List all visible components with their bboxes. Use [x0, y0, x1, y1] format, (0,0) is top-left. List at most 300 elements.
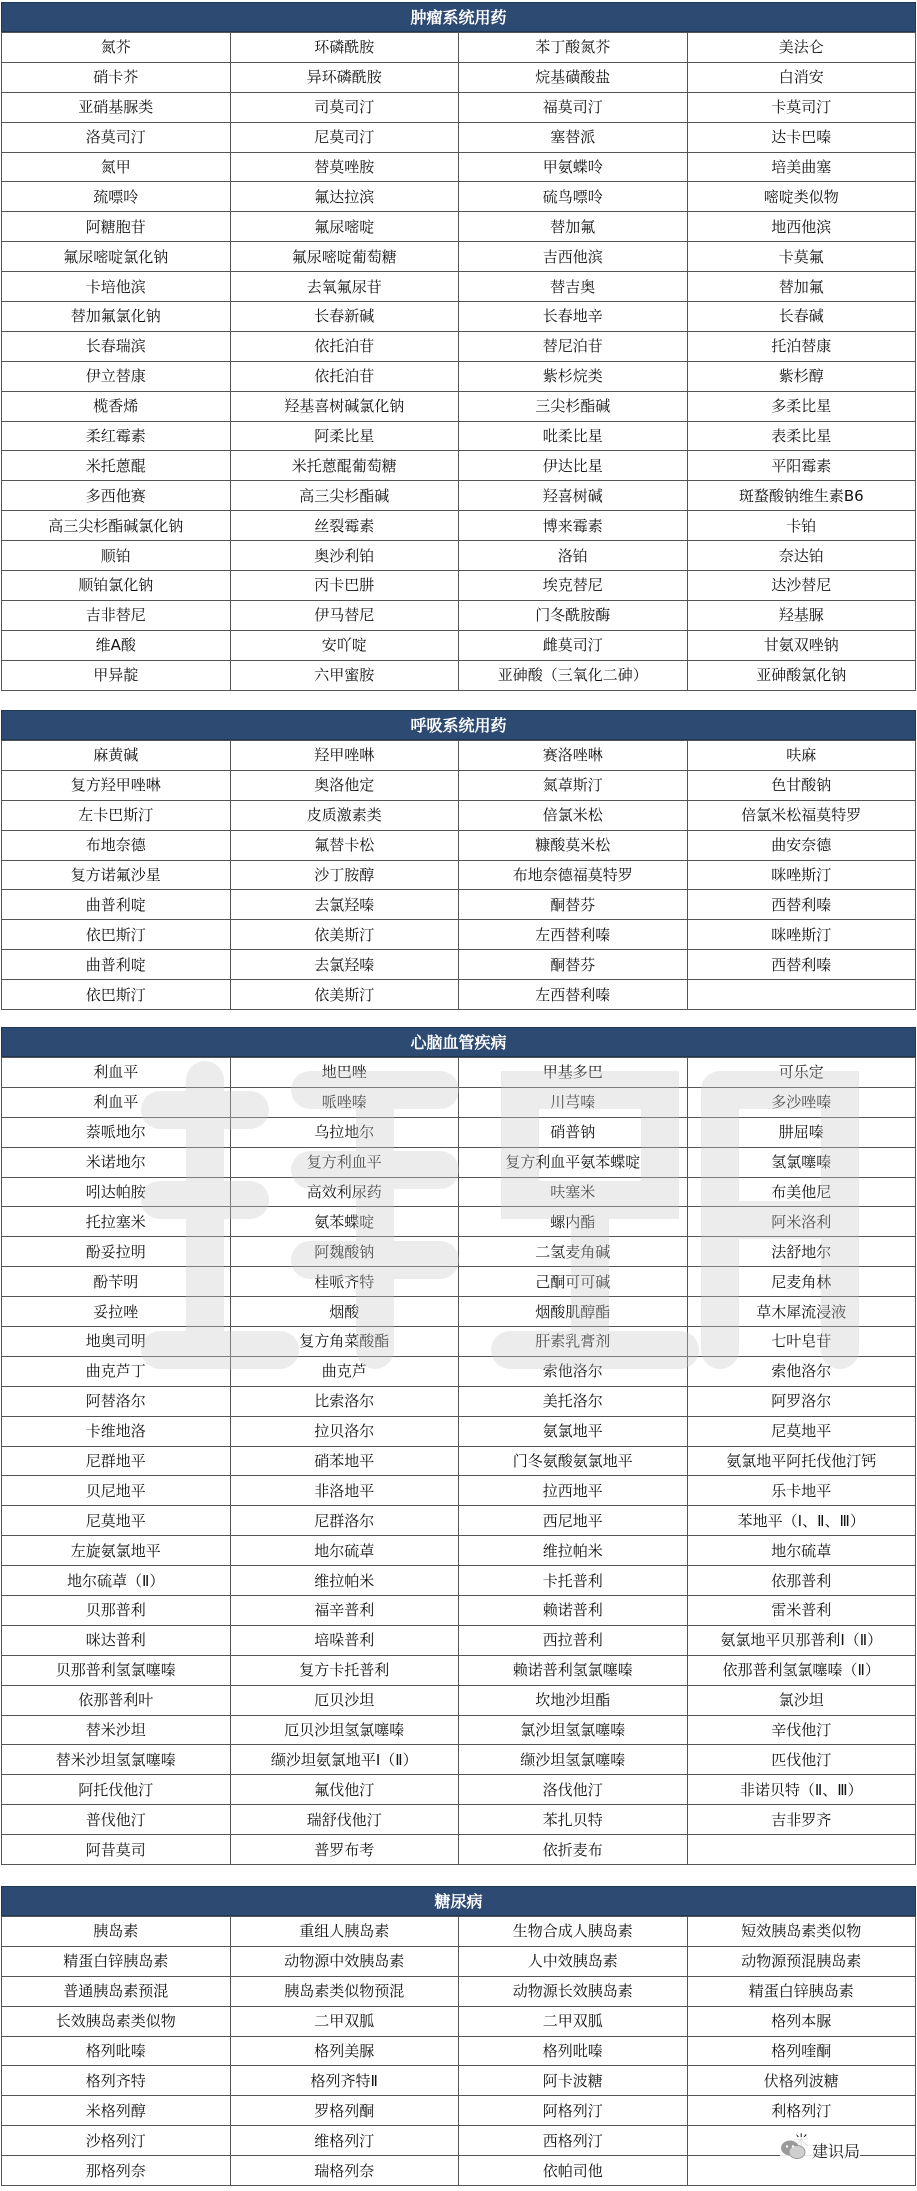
table-cell: 依托泊苷 [230, 331, 459, 361]
table-cell: 格列本脲 [687, 2006, 916, 2036]
table-cell: 乐卡地平 [687, 1476, 916, 1506]
table-cell: 复方角菜酸酯 [230, 1327, 459, 1357]
table-cell: 六甲蜜胺 [230, 660, 459, 690]
table-cell: 动物源预混胰岛素 [687, 1946, 916, 1976]
table-cell: 洛伐他汀 [459, 1775, 688, 1805]
table-cell: 氯沙坦氢氯噻嗪 [459, 1715, 688, 1745]
table-row [2, 830, 916, 860]
table-cell: 安吖啶 [230, 630, 459, 660]
table-cell: 非诺贝特（Ⅱ、Ⅲ） [687, 1775, 916, 1805]
table-row [2, 1267, 916, 1297]
table-cell: 紫杉烷类 [459, 361, 688, 391]
table-cell: 阿格列汀 [459, 2096, 688, 2126]
table-cell: 甲基多巴 [459, 1058, 688, 1088]
section-header: 肿瘤系统用药 [1, 2, 916, 32]
table-cell [687, 1835, 916, 1865]
table-cell [687, 980, 916, 1010]
table-cell: 地西他滨 [687, 212, 916, 242]
table-cell: 西格列汀 [459, 2126, 688, 2156]
table-cell: 格列齐特Ⅱ [230, 2066, 459, 2096]
table-row [2, 2036, 916, 2066]
table-cell: 苯扎贝特 [459, 1805, 688, 1835]
table-cell: 吉非替尼 [2, 600, 231, 630]
table-row [2, 800, 916, 830]
table-cell: 硫鸟嘌呤 [459, 182, 688, 212]
table-cell: 巯嘌呤 [2, 182, 231, 212]
table-cell: 地奥司明 [2, 1327, 231, 1357]
wechat-icon [780, 2139, 806, 2161]
section [1, 1886, 916, 2186]
table-cell: 卡铂 [687, 511, 916, 541]
table-row [2, 302, 916, 332]
table-cell: 苯丁酸氮芥 [459, 33, 688, 63]
table-cell: 达卡巴嗪 [687, 122, 916, 152]
table-cell: 依那普利氢氯噻嗪（Ⅱ） [687, 1655, 916, 1685]
table-cell: 甲氨蝶呤 [459, 152, 688, 182]
table-cell: 赛洛唑啉 [459, 741, 688, 771]
table-cell: 缬沙坦氨氯地平Ⅰ（Ⅱ） [230, 1745, 459, 1775]
table-row [2, 741, 916, 771]
table-cell: 乌拉地尔 [230, 1117, 459, 1147]
table-cell: 动物源中效胰岛素 [230, 1946, 459, 1976]
table-cell: 依那普利 [687, 1566, 916, 1596]
table-cell: 贝尼地平 [2, 1476, 231, 1506]
table-cell: 利格列汀 [687, 2096, 916, 2126]
table-cell: 培美曲塞 [687, 152, 916, 182]
table-cell: 胰岛素 [2, 1917, 231, 1947]
table-cell: 替加氟氯化钠 [2, 302, 231, 332]
table-cell: 米托蒽醌葡萄糖 [230, 451, 459, 481]
table-cell: 吉非罗齐 [687, 1805, 916, 1835]
table-cell: 司莫司汀 [230, 92, 459, 122]
table-cell: 亚砷酸（三氧化二砷） [459, 660, 688, 690]
table-cell: 奈达铂 [687, 541, 916, 571]
table-cell: 托泊替康 [687, 331, 916, 361]
table-cell: 阿魏酸钠 [230, 1237, 459, 1267]
table-row [2, 212, 916, 242]
table-cell: 索他洛尔 [687, 1356, 916, 1386]
table-cell: 贝那普利 [2, 1596, 231, 1626]
table-cell: 酮替芬 [459, 890, 688, 920]
table-cell: 阿罗洛尔 [687, 1386, 916, 1416]
table-cell: 氟替卡松 [230, 830, 459, 860]
table-cell: 二甲双胍 [459, 2006, 688, 2036]
table-cell: 咪达普利 [2, 1625, 231, 1655]
table-cell: 丝裂霉素 [230, 511, 459, 541]
table-cell: 精蛋白锌胰岛素 [687, 1976, 916, 2006]
table-cell: 左西替利嗪 [459, 980, 688, 1010]
table-cell: 复方利血平 [230, 1147, 459, 1177]
table-cell: 顺铂 [2, 541, 231, 571]
table-cell: 吲达帕胺 [2, 1177, 231, 1207]
table-row [2, 1566, 916, 1596]
table-cell: 七叶皂苷 [687, 1327, 916, 1357]
section-header: 糖尿病 [1, 1886, 916, 1916]
table-cell: 依巴斯汀 [2, 980, 231, 1010]
table-cell: 依帕司他 [459, 2156, 688, 2186]
table-cell: 普通胰岛素预混 [2, 1976, 231, 2006]
table-cell: 苯地平（Ⅰ、Ⅱ、Ⅲ） [687, 1506, 916, 1536]
table-cell: 奥沙利铂 [230, 541, 459, 571]
table-row [2, 1805, 916, 1835]
table-cell: 曲普利啶 [2, 950, 231, 980]
table-row [2, 122, 916, 152]
table-row [2, 451, 916, 481]
table-cell: 氟伐他汀 [230, 1775, 459, 1805]
table-cell: 吡柔比星 [459, 421, 688, 451]
table-cell: 麻黄碱 [2, 741, 231, 771]
table-cell: 厄贝沙坦氢氯噻嗪 [230, 1715, 459, 1745]
table-row [2, 541, 916, 571]
table-cell: 环磷酰胺 [230, 33, 459, 63]
table-cell: 格列吡嗪 [2, 2036, 231, 2066]
table-cell: 异环磷酰胺 [230, 62, 459, 92]
table-cell: 尼群洛尔 [230, 1506, 459, 1536]
table-row [2, 2156, 916, 2186]
table-cell: 普罗布考 [230, 1835, 459, 1865]
table-cell: 布美他尼 [687, 1177, 916, 1207]
table-row [2, 481, 916, 511]
table-cell: 肝素乳膏剂 [459, 1327, 688, 1357]
table-cell: 氢氯噻嗪 [687, 1147, 916, 1177]
table-cell: 高三尖杉酯碱氯化钠 [2, 511, 231, 541]
table-cell: 氟尿嘧啶氯化钠 [2, 242, 231, 272]
table-cell: 曲普利啶 [2, 890, 231, 920]
table-cell: 羟基喜树碱氯化钠 [230, 391, 459, 421]
table-cell: 沙丁胺醇 [230, 860, 459, 890]
table-cell: 埃克替尼 [459, 571, 688, 601]
table-cell: 尼麦角林 [687, 1267, 916, 1297]
table-cell: 萘哌地尔 [2, 1117, 231, 1147]
table-cell: 赖诺普利 [459, 1596, 688, 1626]
table-cell: 卡培他滨 [2, 272, 231, 302]
table-cell: 米托蒽醌 [2, 451, 231, 481]
wechat-badge [780, 2137, 860, 2163]
table-cell: 非洛地平 [230, 1476, 459, 1506]
table-row [2, 242, 916, 272]
table-cell: 西尼地平 [459, 1506, 688, 1536]
table-cell: 伊马替尼 [230, 600, 459, 630]
table-cell: 尼莫地平 [2, 1506, 231, 1536]
table-cell: 阿卡波糖 [459, 2066, 688, 2096]
table-cell: 替米沙坦氢氯噻嗪 [2, 1745, 231, 1775]
table-row [2, 770, 916, 800]
table-cell: 拉西地平 [459, 1476, 688, 1506]
table-cell: 复方羟甲唑啉 [2, 770, 231, 800]
table-cell: 阿米洛利 [687, 1207, 916, 1237]
table-cell: 卡莫氟 [687, 242, 916, 272]
table-cell: 吉西他滨 [459, 242, 688, 272]
table-cell: 呋塞米 [459, 1177, 688, 1207]
table-cell: 培哚普利 [230, 1625, 459, 1655]
table-cell: 沙格列汀 [2, 2126, 231, 2156]
table-cell: 倍氯米松 [459, 800, 688, 830]
table-cell: 阿替洛尔 [2, 1386, 231, 1416]
table-row [2, 331, 916, 361]
table-cell: 亚砷酸氯化钠 [687, 660, 916, 690]
table-cell: 可乐定 [687, 1058, 916, 1088]
table-cell: 阿糖胞苷 [2, 212, 231, 242]
table-cell: 阿昔莫司 [2, 1835, 231, 1865]
table-cell: 平阳霉素 [687, 451, 916, 481]
table-cell: 依美斯汀 [230, 980, 459, 1010]
table-cell: 那格列奈 [2, 2156, 231, 2186]
table-row [2, 1147, 916, 1177]
table-cell: 替莫唑胺 [230, 152, 459, 182]
table-cell: 氮䓬斯汀 [459, 770, 688, 800]
table-cell: 布地奈德 [2, 830, 231, 860]
table-cell: 烟酸肌醇酯 [459, 1297, 688, 1327]
table-cell: 川芎嗪 [459, 1087, 688, 1117]
table-cell: 西替利嗪 [687, 890, 916, 920]
table-cell: 丙卡巴肼 [230, 571, 459, 601]
table-cell: 美法仑 [687, 33, 916, 63]
table-row [2, 92, 916, 122]
table-row [2, 391, 916, 421]
table-cell: 维A酸 [2, 630, 231, 660]
table-cell: 维格列汀 [230, 2126, 459, 2156]
table-cell: 曲克芦 [230, 1356, 459, 1386]
table-cell: 复方诺氟沙星 [2, 860, 231, 890]
table-row [2, 152, 916, 182]
table-cell: 螺内酯 [459, 1207, 688, 1237]
table-cell: 顺铂氯化钠 [2, 571, 231, 601]
table-cell: 地尔硫䓬 [230, 1536, 459, 1566]
table-cell: 赖诺普利氢氯噻嗪 [459, 1655, 688, 1685]
table-row [2, 1655, 916, 1685]
table-cell: 嘧啶类似物 [687, 182, 916, 212]
table-cell: 氟尿嘧啶 [230, 212, 459, 242]
table-cell: 氨苯蝶啶 [230, 1207, 459, 1237]
table-cell: 西替利嗪 [687, 950, 916, 980]
table-cell: 西拉普利 [459, 1625, 688, 1655]
table-cell: 生物合成人胰岛素 [459, 1917, 688, 1947]
table-cell: 福辛普利 [230, 1596, 459, 1626]
table-row [2, 660, 916, 690]
table-cell: 尼群地平 [2, 1446, 231, 1476]
table-cell: 伊达比星 [459, 451, 688, 481]
table-cell: 哌唑嗪 [230, 1087, 459, 1117]
table-cell: 米格列醇 [2, 2096, 231, 2126]
table-cell: 替尼泊苷 [459, 331, 688, 361]
table-cell: 肼屈嗪 [687, 1117, 916, 1147]
table-row [2, 2096, 916, 2126]
table-cell: 替吉奥 [459, 272, 688, 302]
section [1, 710, 916, 1010]
table-row [2, 1536, 916, 1566]
table-row [2, 1476, 916, 1506]
table-row [2, 1775, 916, 1805]
table-cell: 榄香烯 [2, 391, 231, 421]
section [1, 2, 916, 691]
table-row [2, 182, 916, 212]
table-cell: 氟尿嘧啶葡萄糖 [230, 242, 459, 272]
table-cell: 长春地辛 [459, 302, 688, 332]
table-row [2, 1386, 916, 1416]
table-cell: 托拉塞米 [2, 1207, 231, 1237]
table-cell: 左旋氨氯地平 [2, 1536, 231, 1566]
table-cell: 卡莫司汀 [687, 92, 916, 122]
table-cell: 咪唑斯汀 [687, 860, 916, 890]
table-cell: 酮替芬 [459, 950, 688, 980]
table-cell: 氮甲 [2, 152, 231, 182]
table-cell: 多沙唑嗪 [687, 1087, 916, 1117]
table-cell: 维拉帕米 [459, 1536, 688, 1566]
table-cell: 重组人胰岛素 [230, 1917, 459, 1947]
table-cell: 匹伐他汀 [687, 1745, 916, 1775]
table-row [2, 2006, 916, 2036]
table-cell: 法舒地尔 [687, 1237, 916, 1267]
table-cell: 格列齐特 [2, 2066, 231, 2096]
drug-table [1, 1916, 916, 2186]
table-cell: 门冬酰胺酶 [459, 600, 688, 630]
table-cell: 氮芥 [2, 33, 231, 63]
table-cell: 拉贝洛尔 [230, 1416, 459, 1446]
table-cell: 皮质激素类 [230, 800, 459, 830]
table-row [2, 860, 916, 890]
table-cell: 复方利血平氨苯蝶啶 [459, 1147, 688, 1177]
table-cell: 门冬氨酸氨氯地平 [459, 1446, 688, 1476]
table-cell: 甲异靛 [2, 660, 231, 690]
table-row [2, 1976, 916, 2006]
table-cell: 羟喜树碱 [459, 481, 688, 511]
table-cell: 曲安奈德 [687, 830, 916, 860]
table-cell: 福莫司汀 [459, 92, 688, 122]
table-row [2, 1117, 916, 1147]
table-row [2, 511, 916, 541]
table-cell: 动物源长效胰岛素 [459, 1976, 688, 2006]
table-cell: 二甲双胍 [230, 2006, 459, 2036]
table-row [2, 1356, 916, 1386]
table-cell: 氨氯地平阿托伐他汀钙 [687, 1446, 916, 1476]
table-cell: 依折麦布 [459, 1835, 688, 1865]
table-cell: 替加氟 [459, 212, 688, 242]
table-cell: 高三尖杉酯碱 [230, 481, 459, 511]
table-cell: 表柔比星 [687, 421, 916, 451]
table-cell: 贝那普利氢氯噻嗪 [2, 1655, 231, 1685]
table-cell: 利血平 [2, 1087, 231, 1117]
drug-table [1, 1057, 916, 1865]
table-cell: 己酮可可碱 [459, 1267, 688, 1297]
table-cell: 地尔硫䓬（Ⅱ） [2, 1566, 231, 1596]
table-cell: 氨氯地平贝那普利Ⅰ（Ⅱ） [687, 1625, 916, 1655]
table-cell: 硝普钠 [459, 1117, 688, 1147]
table-row [2, 1745, 916, 1775]
table-cell: 伏格列波糖 [687, 2066, 916, 2096]
table-row [2, 421, 916, 451]
table-row [2, 630, 916, 660]
table-cell: 硝苯地平 [230, 1446, 459, 1476]
table-row [2, 1327, 916, 1357]
badge-text: 建识局 [812, 2141, 861, 2161]
table-cell: 比索洛尔 [230, 1386, 459, 1416]
table-cell: 甘氨双唑钠 [687, 630, 916, 660]
table-cell: 烟酸 [230, 1297, 459, 1327]
drug-table [1, 32, 916, 691]
table-cell: 三尖杉酯碱 [459, 391, 688, 421]
table-cell: 氟达拉滨 [230, 182, 459, 212]
table-cell: 依托泊苷 [230, 361, 459, 391]
table-cell: 达沙替尼 [687, 571, 916, 601]
drug-table [1, 740, 916, 1010]
table-row [2, 1297, 916, 1327]
table-row [2, 1058, 916, 1088]
table-cell: 维拉帕米 [230, 1566, 459, 1596]
table-cell: 利血平 [2, 1058, 231, 1088]
table-cell: 桂哌齐特 [230, 1267, 459, 1297]
table-cell: 格列美脲 [230, 2036, 459, 2066]
table-row [2, 980, 916, 1010]
table-row [2, 1596, 916, 1626]
table-cell: 呋麻 [687, 741, 916, 771]
table-cell: 色甘酸钠 [687, 770, 916, 800]
table-cell: 氨氯地平 [459, 1416, 688, 1446]
table-cell: 妥拉唑 [2, 1297, 231, 1327]
table-cell: 酚妥拉明 [2, 1237, 231, 1267]
table-cell: 长春新碱 [230, 302, 459, 332]
table-row [2, 890, 916, 920]
table-cell: 依巴斯汀 [2, 920, 231, 950]
table-row [2, 1446, 916, 1476]
table-cell: 尼莫司汀 [230, 122, 459, 152]
table-cell: 塞替派 [459, 122, 688, 152]
table-row [2, 950, 916, 980]
table-cell: 羟基脲 [687, 600, 916, 630]
table-cell: 替米沙坦 [2, 1715, 231, 1745]
table-cell: 坎地沙坦酯 [459, 1685, 688, 1715]
table-cell: 短效胰岛素类似物 [687, 1917, 916, 1947]
table-cell: 伊立替康 [2, 361, 231, 391]
table-cell: 去氧氟尿苷 [230, 272, 459, 302]
table-cell: 复方卡托普利 [230, 1655, 459, 1685]
table-cell: 咪唑斯汀 [687, 920, 916, 950]
table-row [2, 1625, 916, 1655]
table-cell: 博来霉素 [459, 511, 688, 541]
table-cell: 厄贝沙坦 [230, 1685, 459, 1715]
table-cell: 亚硝基脲类 [2, 92, 231, 122]
table-cell: 氯沙坦 [687, 1685, 916, 1715]
table-cell: 辛伐他汀 [687, 1715, 916, 1745]
table-cell: 糠酸莫米松 [459, 830, 688, 860]
table-cell: 胰岛素类似物预混 [230, 1976, 459, 2006]
table-row [2, 272, 916, 302]
table-row [2, 361, 916, 391]
table-row [2, 62, 916, 92]
table-cell: 倍氯米松福莫特罗 [687, 800, 916, 830]
table-cell: 柔红霉素 [2, 421, 231, 451]
table-cell: 瑞舒伐他汀 [230, 1805, 459, 1835]
table-cell: 人中效胰岛素 [459, 1946, 688, 1976]
table-row [2, 920, 916, 950]
table-cell: 阿托伐他汀 [2, 1775, 231, 1805]
table-row [2, 571, 916, 601]
section [1, 1027, 916, 1865]
table-row [2, 33, 916, 63]
table-row [2, 1087, 916, 1117]
table-cell: 布地奈德福莫特罗 [459, 860, 688, 890]
table-cell: 洛莫司汀 [2, 122, 231, 152]
table-cell: 普伐他汀 [2, 1805, 231, 1835]
table-row [2, 2126, 916, 2156]
table-cell: 依那普利叶 [2, 1685, 231, 1715]
table-row [2, 1715, 916, 1745]
table-cell: 雌莫司汀 [459, 630, 688, 660]
table-cell: 硝卡芥 [2, 62, 231, 92]
table-cell: 洛铂 [459, 541, 688, 571]
table-row [2, 600, 916, 630]
table-cell: 瑞格列奈 [230, 2156, 459, 2186]
section-header: 心脑血管疾病 [1, 1027, 916, 1057]
